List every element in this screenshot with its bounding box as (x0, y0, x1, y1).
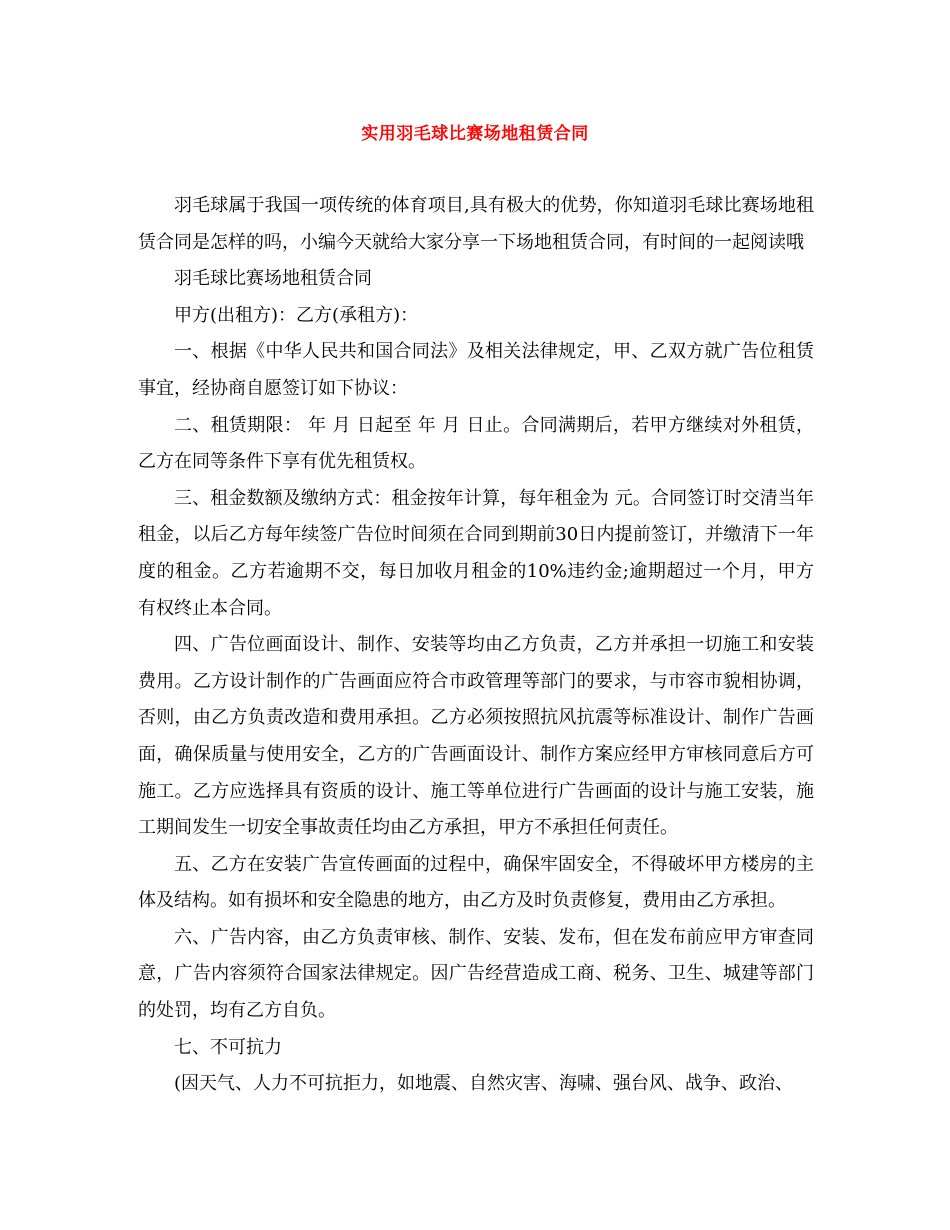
paragraph-clause-5: 五、乙方在安装广告宣传画面的过程中，确保牢固安全，不得破坏甲方楼房的主体及结构。如有损坏和安全隐患的地方，由乙方及时负责修复，费用由乙方承担。 (138, 853, 814, 912)
paragraph-clause-7-text: (因天气、人力不可抗拒力，如地震、自然灾害、海啸、强台风、战争、政治、 (174, 1073, 794, 1095)
paragraph-clause-7-heading: 七、不可抗力 (174, 1036, 282, 1058)
paragraph-clause-6: 六、广告内容，由乙方负责审核、制作、安装、发布，但在发布前应甲方审查同意，广告内容须符合国家法律规定。因广告经营造成工商、税务、卫生、城建等部门的处罚，均有乙方自负。 (138, 926, 814, 1022)
paragraph-clause-2: 二、租赁期限： 年 月 日起至 年 月 日止。合同满期后，若甲方继续对外租赁，乙方在同等条件下享有优先租赁权。 (138, 414, 814, 473)
paragraph-clause-1: 一、根据《中华人民共和国合同法》及相关法律规定，甲、乙双方就广告位租赁事宜，经协商自愿签订如下协议： (138, 341, 814, 399)
paragraph-intro: 羽毛球属于我国一项传统的体育项目,具有极大的优势，你知道羽毛球比赛场地租赁合同是怎样的吗，小编今天就给大家分享一下场地租赁合同，有时间的一起阅读哦 (138, 195, 814, 253)
paragraph-clause-4: 四、广告位画面设计、制作、安装等均由乙方负责，乙方并承担一切施工和安装费用。乙方设计制作的广告画面应符合市政管理等部门的要求，与市容市貌相协调，否则，由乙方负责改造和费用承担。乙方必须按照抗风抗震等标准设计、制作广告画面，确保质量与使用安全，乙方的广告画面设计、制作方案应经甲方审核同意后方可施工。乙方应选择具有资质的设计、施工等单位进行广告画面的设计与施工安装，施工期间发生一切安全事故责任均由乙方承担，甲方不承担任何责任。 (138, 634, 814, 839)
document-body (138, 188, 814, 1103)
paragraph-contract-name: 羽毛球比赛场地租赁合同 (174, 268, 372, 290)
paragraph-parties: 甲方(出租方)：乙方(承租方)： (174, 304, 419, 326)
paragraph-clause-3: 三、租金数额及缴纳方式：租金按年计算，每年租金为 元。合同签订时交清当年租金，以后乙方每年续签广告位时间须在合同到期前30日内提前签订，并缴清下一年度的租金。乙方若逾期不交，每日加收月租金的10%违约金;逾期超过一个月，甲方有权终止本合同。 (138, 487, 814, 619)
document-title: 实用羽毛球比赛场地租赁合同 (361, 124, 589, 144)
